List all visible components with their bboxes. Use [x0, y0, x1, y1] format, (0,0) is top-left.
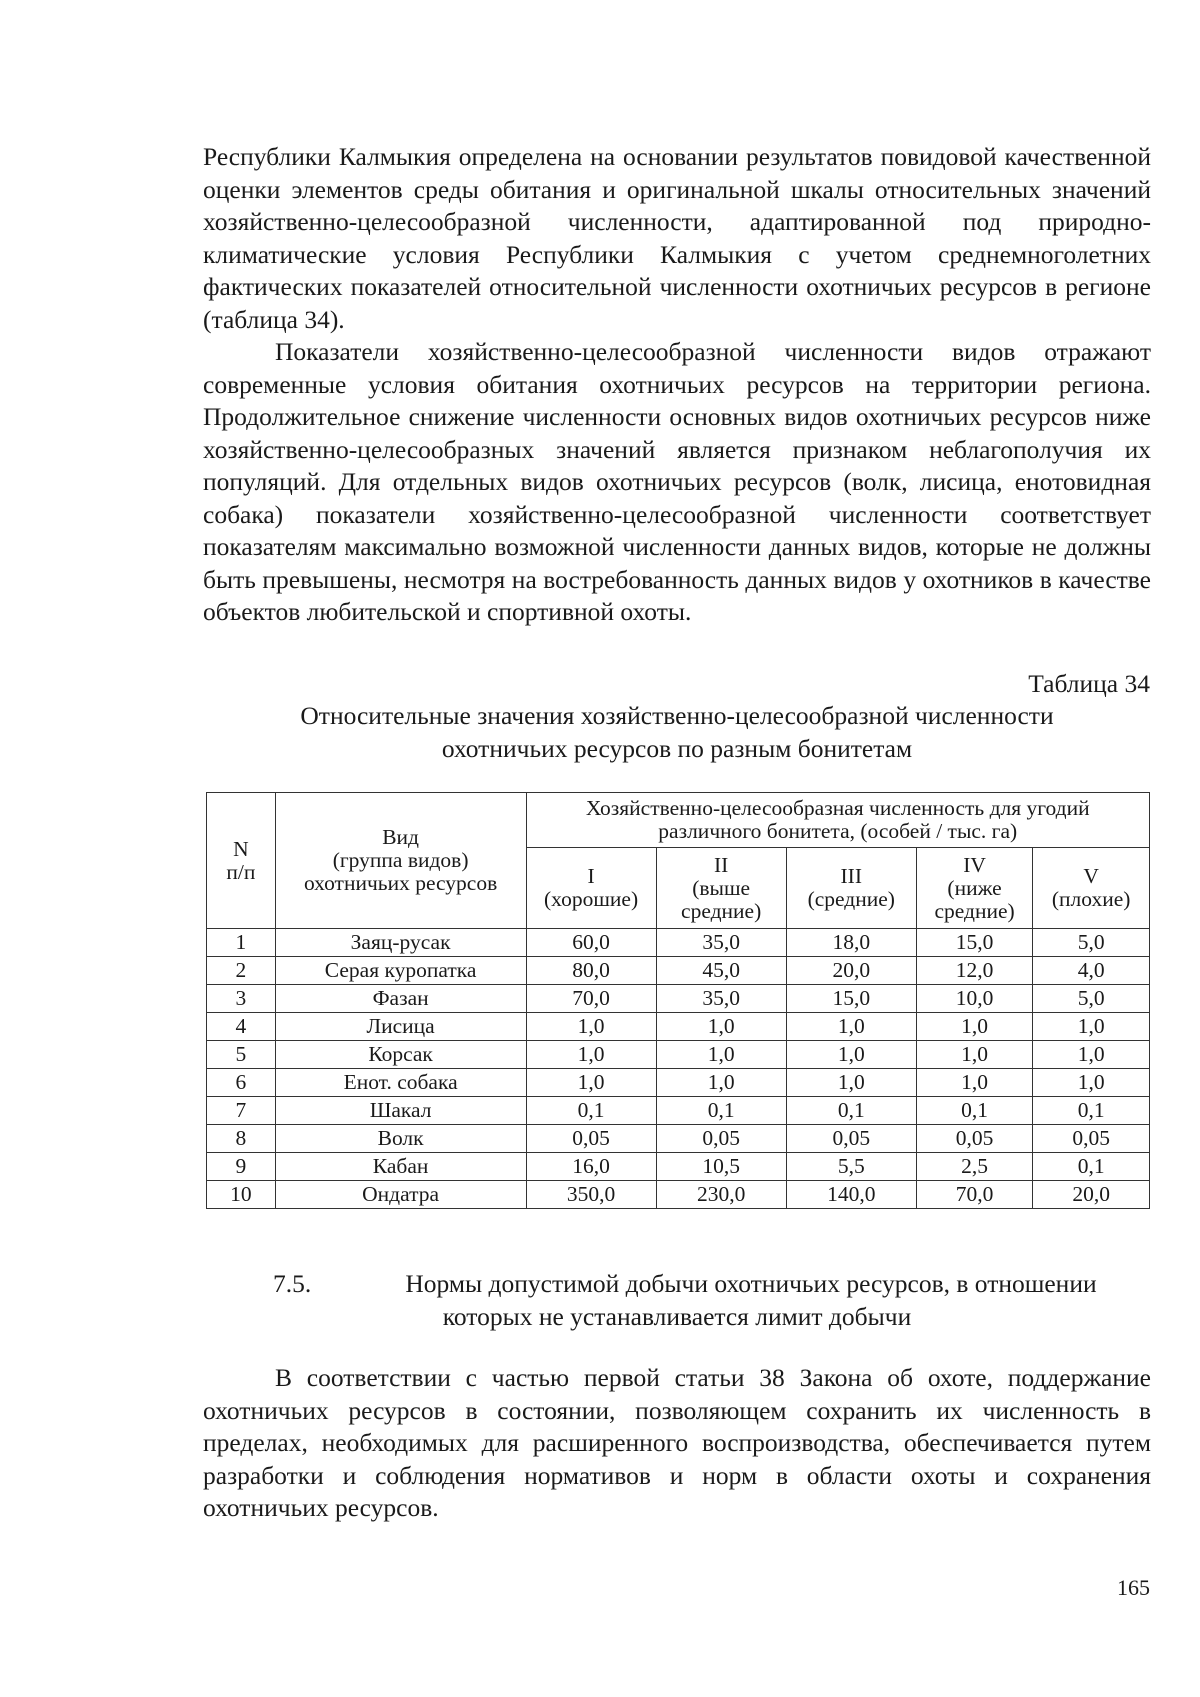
class-roman: II	[713, 852, 729, 877]
value-class-4: 0,05	[916, 1125, 1033, 1153]
value-class-5: 0,05	[1033, 1125, 1150, 1153]
value-class-3: 5,5	[786, 1153, 916, 1181]
value-class-1: 16,0	[526, 1153, 656, 1181]
class-desc-2: средние)	[934, 898, 1015, 923]
table-row	[207, 1181, 1150, 1209]
value-class-5: 1,0	[1033, 1041, 1150, 1069]
row-number: 9	[207, 1153, 276, 1181]
row-number: 10	[207, 1181, 276, 1209]
section-title-line-1: Нормы допустимой добычи охотничьих ресурсов, в отношении	[405, 1269, 1097, 1298]
value-class-3: 15,0	[786, 985, 916, 1013]
class-roman: IV	[963, 852, 986, 877]
value-class-2: 230,0	[656, 1181, 786, 1209]
header-class-2	[656, 848, 786, 929]
value-class-2: 1,0	[656, 1013, 786, 1041]
page-number: 165	[1117, 1575, 1150, 1600]
value-class-4: 1,0	[916, 1069, 1033, 1097]
row-number: 6	[207, 1069, 276, 1097]
row-number: 7	[207, 1097, 276, 1125]
value-class-4: 10,0	[916, 985, 1033, 1013]
value-class-5: 1,0	[1033, 1069, 1150, 1097]
value-class-5: 4,0	[1033, 957, 1150, 985]
header-species-line-1: Вид	[382, 825, 419, 849]
density-table	[206, 792, 1150, 1209]
value-class-1: 60,0	[526, 929, 656, 957]
value-class-5: 0,1	[1033, 1153, 1150, 1181]
value-class-1: 350,0	[526, 1181, 656, 1209]
class-desc: (ниже	[947, 875, 1002, 900]
header-density-group	[526, 793, 1149, 848]
value-class-5: 5,0	[1033, 929, 1150, 957]
header-number	[207, 793, 276, 929]
value-class-2: 1,0	[656, 1041, 786, 1069]
value-class-2: 45,0	[656, 957, 786, 985]
species-name: Шакал	[275, 1097, 526, 1125]
table-row	[207, 929, 1150, 957]
species-name: Серая куропатка	[275, 957, 526, 985]
species-name: Ондатра	[275, 1181, 526, 1209]
value-class-4: 70,0	[916, 1181, 1033, 1209]
value-class-4: 0,1	[916, 1097, 1033, 1125]
value-class-1: 0,1	[526, 1097, 656, 1125]
row-number: 5	[207, 1041, 276, 1069]
section-number: 7.5.	[273, 1269, 312, 1298]
value-class-3: 140,0	[786, 1181, 916, 1209]
value-class-2: 0,1	[656, 1097, 786, 1125]
value-class-2: 35,0	[656, 985, 786, 1013]
table-title	[203, 700, 1151, 765]
table-label: Таблица 34	[1028, 669, 1150, 698]
value-class-1: 80,0	[526, 957, 656, 985]
table-row	[207, 1125, 1150, 1153]
class-desc-2: средние)	[681, 898, 762, 923]
table-title-line-1: Относительные значения хозяйственно-целесообразной численности	[300, 701, 1054, 730]
value-class-4: 12,0	[916, 957, 1033, 985]
species-name: Лисица	[275, 1013, 526, 1041]
row-number: 8	[207, 1125, 276, 1153]
value-class-4: 1,0	[916, 1041, 1033, 1069]
table-title-line-2: охотничьих ресурсов по разным бонитетам	[441, 733, 913, 763]
class-roman: III	[840, 864, 862, 888]
value-class-4: 15,0	[916, 929, 1033, 957]
value-class-3: 1,0	[786, 1013, 916, 1041]
value-class-1: 70,0	[526, 985, 656, 1013]
table-row	[207, 1153, 1150, 1181]
row-number: 2	[207, 957, 276, 985]
header-class-5	[1033, 848, 1150, 929]
header-species	[275, 793, 526, 929]
value-class-4: 1,0	[916, 1013, 1033, 1041]
table-row	[207, 957, 1150, 985]
value-class-5: 5,0	[1033, 985, 1150, 1013]
value-class-1: 1,0	[526, 1041, 656, 1069]
value-class-3: 1,0	[786, 1041, 916, 1069]
value-class-5: 20,0	[1033, 1181, 1150, 1209]
value-class-5: 1,0	[1033, 1013, 1150, 1041]
value-class-3: 1,0	[786, 1069, 916, 1097]
species-name: Фазан	[275, 985, 526, 1013]
header-species-line-2: (группа видов)	[332, 848, 469, 872]
paragraph-intro: Республики Калмыкия определена на основании результатов повидовой качественной оценки элементов среды обитания и оригинальной шкалы относительных значений хозяйственно-целесообразной численности, адаптированной под природно-климатические условия Республики Калмыкия с учетом среднемноголетних фактических показателей относительной численности охотничьих ресурсов в регионе (таблица 34).	[203, 142, 1151, 334]
header-class-1	[526, 848, 656, 929]
value-class-4: 2,5	[916, 1153, 1033, 1181]
row-number: 3	[207, 985, 276, 1013]
class-desc: (плохие)	[1051, 887, 1131, 911]
value-class-1: 1,0	[526, 1013, 656, 1041]
value-class-3: 20,0	[786, 957, 916, 985]
class-desc: (хорошие)	[544, 887, 639, 911]
class-roman: I	[587, 864, 595, 888]
class-desc: (средние)	[807, 887, 895, 911]
header-class-3	[786, 848, 916, 929]
header-group-line-2: различного бонитета, (особей / тыс. га)	[658, 819, 1018, 843]
table-row	[207, 1013, 1150, 1041]
value-class-2: 0,05	[656, 1125, 786, 1153]
header-number-line-1: N	[233, 836, 249, 861]
value-class-1: 0,05	[526, 1125, 656, 1153]
value-class-5: 0,1	[1033, 1097, 1150, 1125]
species-name: Заяц-русак	[275, 929, 526, 957]
table-row	[207, 1097, 1150, 1125]
table-row	[207, 1069, 1150, 1097]
species-name: Кабан	[275, 1153, 526, 1181]
row-number: 4	[207, 1013, 276, 1041]
value-class-3: 0,05	[786, 1125, 916, 1153]
species-name: Енот. собака	[275, 1069, 526, 1097]
species-name: Корсак	[275, 1041, 526, 1069]
paragraph-indicators: Показатели хозяйственно-целесообразной численности видов отражают современные условия обитания охотничьих ресурсов на территории региона. Продолжительное снижение численности основных видов охотничьих ресурсов ниже хозяйственно-целесообразных значений является признаком неблагополучия их популяций. Для отдельных видов охотничьих ресурсов (волк, лисица, енотовидная собака) показатели хозяйственно-целесообразной численности соответствует показателям максимально возможной численности данных видов, которые не должны быть превышены, несмотря на востребованность данных видов у охотников в качестве объектов любительской и спортивной охоты.	[203, 337, 1151, 626]
value-class-1: 1,0	[526, 1069, 656, 1097]
value-class-2: 1,0	[656, 1069, 786, 1097]
class-roman: V	[1083, 864, 1099, 888]
header-number-line-2: п/п	[226, 859, 256, 884]
species-name: Волк	[275, 1125, 526, 1153]
header-class-4	[916, 848, 1033, 929]
class-desc: (выше	[692, 875, 751, 900]
table-row	[207, 1041, 1150, 1069]
section-heading	[203, 1268, 1151, 1333]
value-class-3: 18,0	[786, 929, 916, 957]
value-class-3: 0,1	[786, 1097, 916, 1125]
header-group-line-1: Хозяйственно-целесообразная численность для угодий	[585, 796, 1090, 820]
table-row	[207, 985, 1150, 1013]
section-title-line-2: которых не устанавливается лимит добычи	[442, 1301, 912, 1331]
value-class-2: 10,5	[656, 1153, 786, 1181]
header-species-line-3: охотничьих ресурсов	[303, 871, 498, 895]
paragraph-law: В соответствии с частью первой статьи 38 Закона об охоте, поддержание охотничьих ресурсов в состоянии, позволяющем сохранить их численность в пределах, необходимых для расширенного воспроизводства, обеспечивается путем разработки и соблюдения нормативов и норм в области охоты и сохранения охотничьих ресурсов.	[203, 1363, 1151, 1522]
value-class-2: 35,0	[656, 929, 786, 957]
row-number: 1	[207, 929, 276, 957]
